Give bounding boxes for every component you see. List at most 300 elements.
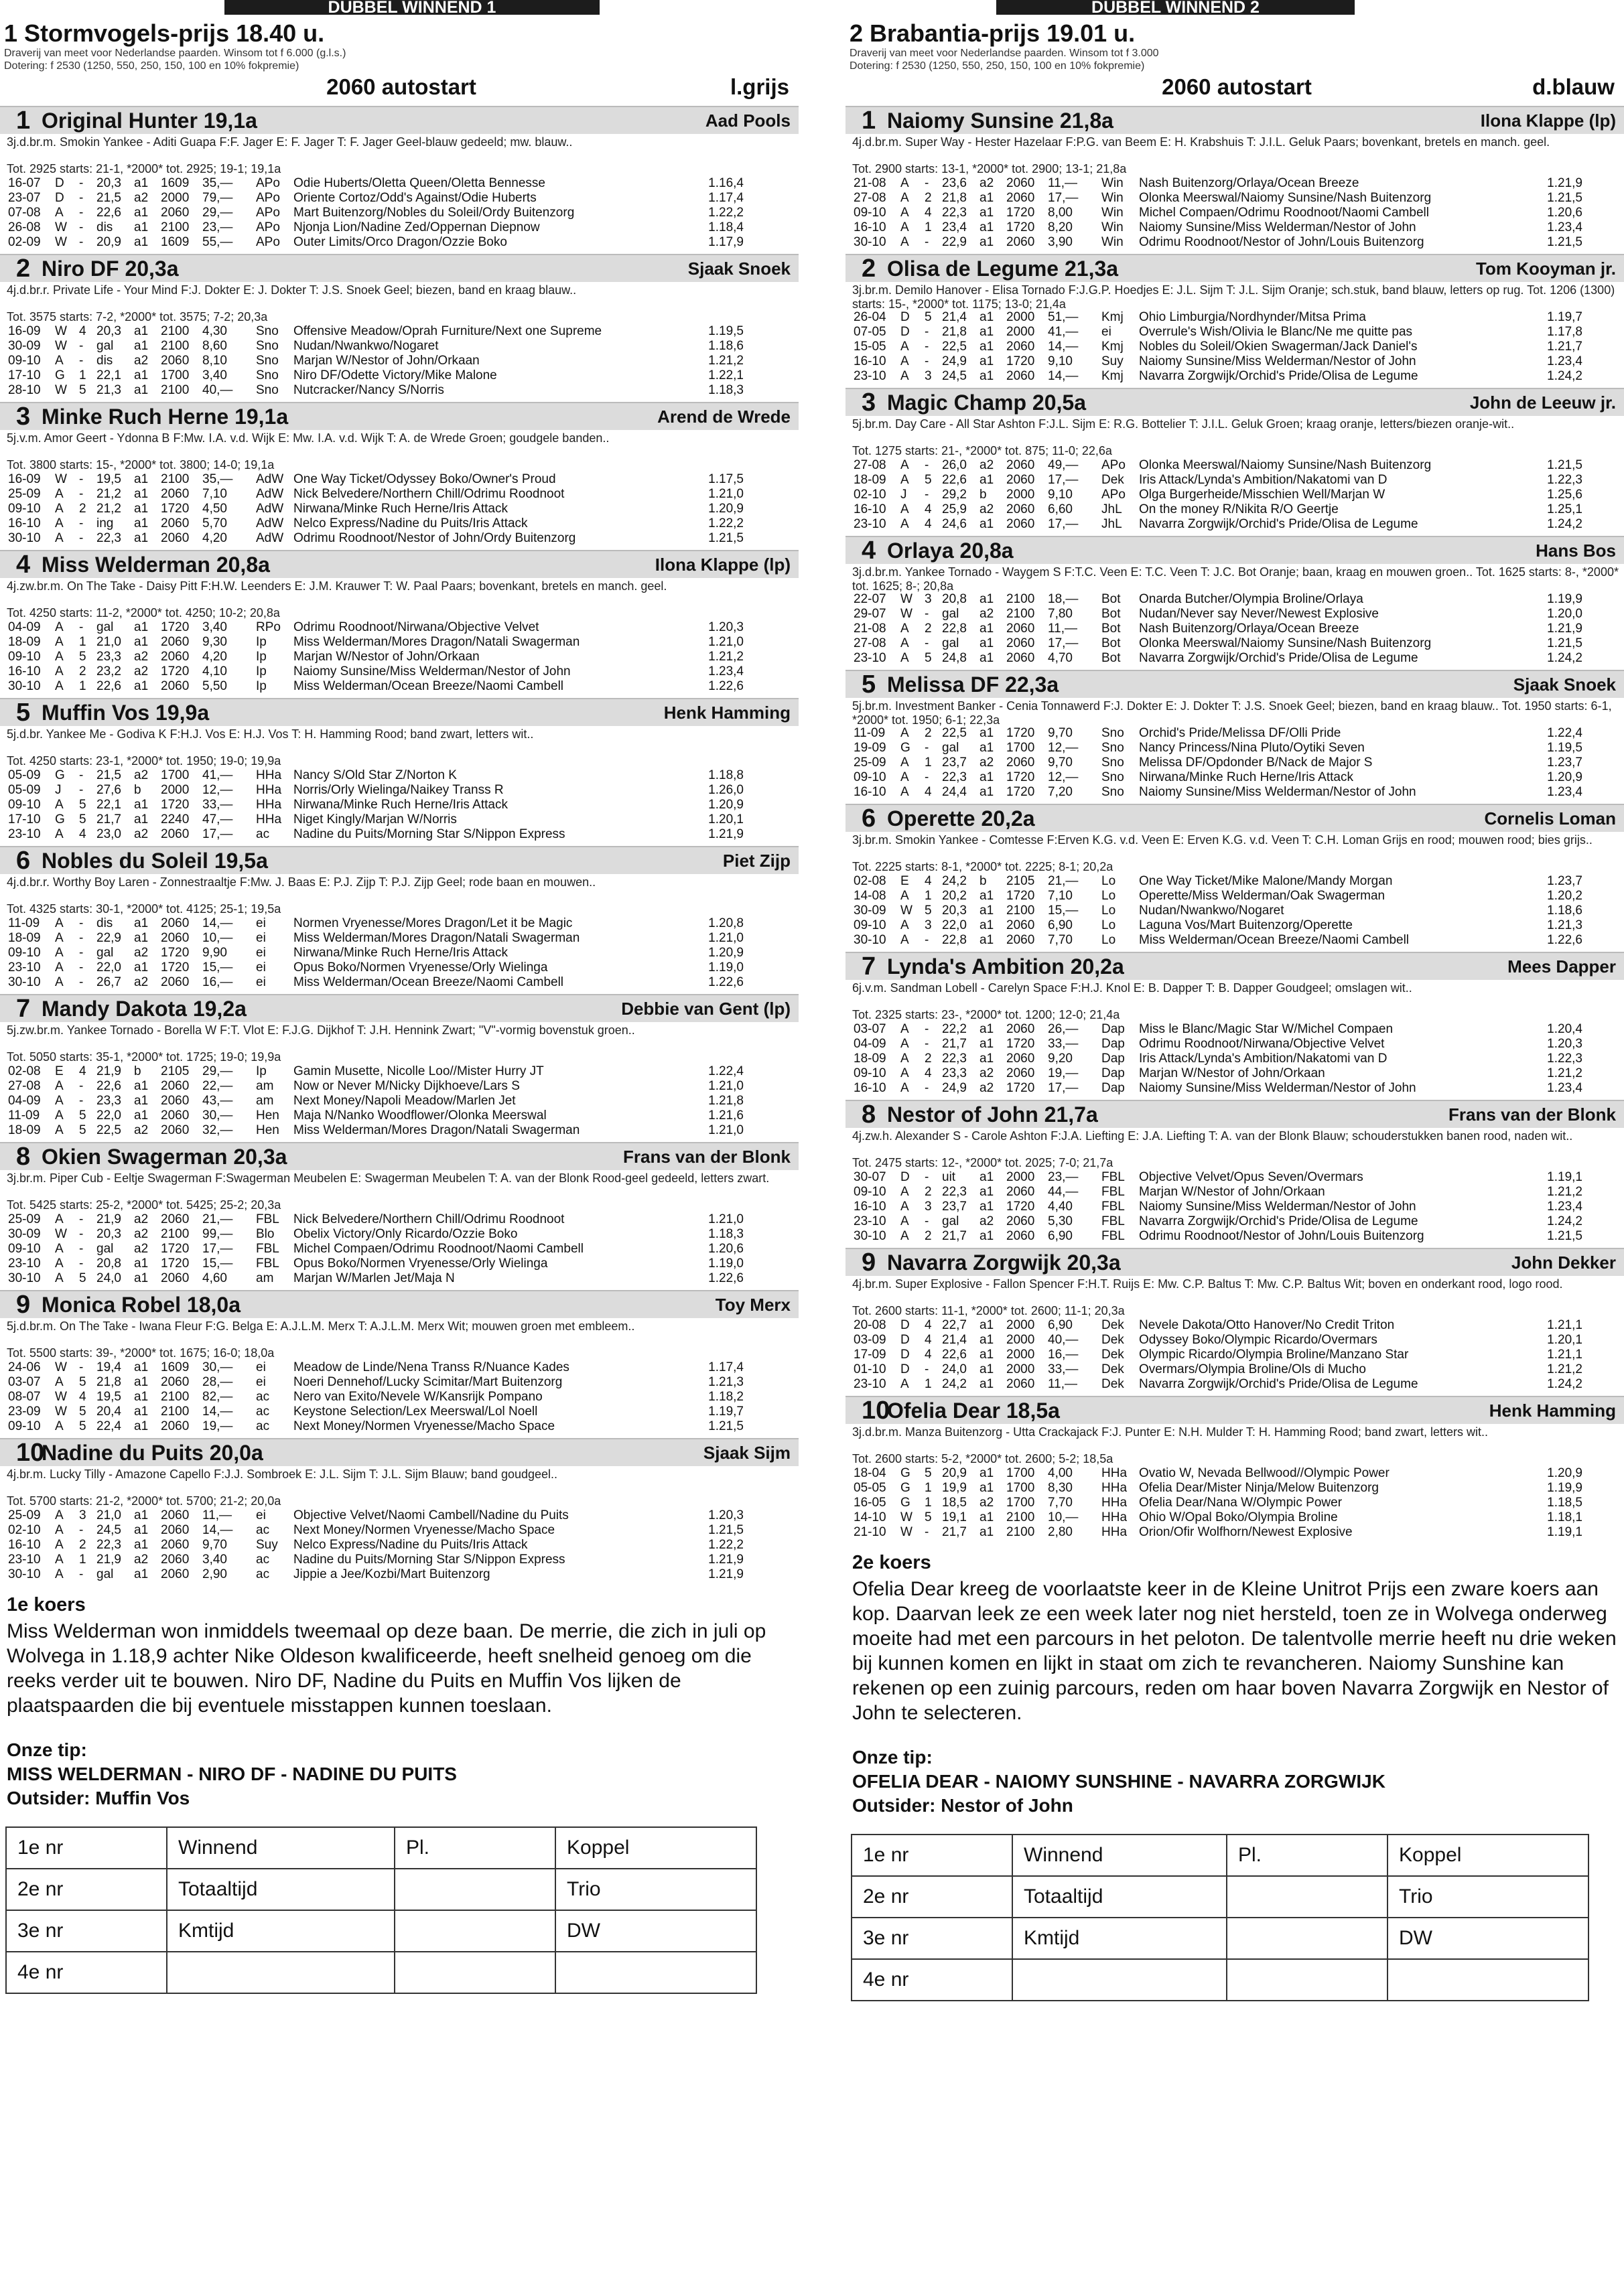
horse-pedigree: 3j.br.m. Piper Cub - Eeltje Swagerman F:Swagerman Meubelen E: Swagerman Meubelen T: A. van der Blonk Rood-geel gedeeld, letters zwart. (7, 1171, 770, 1185)
run-cell: 26-04 (854, 310, 886, 324)
grid-cell: Totaaltijd (1012, 1876, 1227, 1918)
run-cell: 16-10 (854, 785, 886, 799)
run-cell: - (925, 235, 929, 249)
run-cell: JhL (1101, 517, 1122, 531)
run-cell: 2060 (161, 1508, 190, 1522)
horse-totals: Tot. 1275 starts: 21-, *2000* tot. 875; 11-0; 22,6a (852, 444, 1112, 457)
run-cell: 1.20,0 (1547, 607, 1582, 621)
run-cell: A (55, 1523, 64, 1537)
run-cell: a1 (134, 1271, 149, 1285)
grid-cell: 1e nr (852, 1835, 1012, 1876)
run-cell: 2060 (1006, 636, 1035, 650)
recent-runs-table (851, 1466, 1585, 1540)
race-purse: Dotering: f 2530 (1250, 550, 250, 150, 100 en 10% fokpremie) (850, 60, 1145, 72)
run-cell: Odrimu Roodnoot/Nestor of John/Louis Buitenzorg (1139, 235, 1424, 249)
run-cell: 17,— (202, 827, 233, 841)
run-cell: a1 (979, 726, 994, 740)
run-cell: dis (96, 916, 113, 930)
run-cell: 23-10 (8, 960, 41, 975)
run-row (5, 516, 746, 531)
run-cell: 1720 (1006, 206, 1035, 220)
run-cell: 16-05 (854, 1496, 886, 1510)
run-cell: a1 (979, 235, 994, 249)
horse-header (845, 1396, 1624, 1424)
horse-entry (845, 804, 1624, 948)
run-cell: 23,0 (96, 827, 121, 841)
run-cell: - (79, 354, 84, 368)
run-cell: Nancy Princess/Nina Pluto/Oytiki Seven (1139, 741, 1365, 755)
run-cell: Oriente Cortoz/Odd's Against/Odie Huberts (293, 191, 537, 205)
run-cell: 30-10 (854, 933, 886, 947)
horse-entry (0, 1438, 799, 1582)
run-row (851, 502, 1585, 517)
run-row (851, 1229, 1585, 1244)
run-cell: a1 (979, 1348, 994, 1362)
run-cell: 22,3 (942, 770, 967, 784)
run-cell: 19,4 (96, 1360, 121, 1374)
run-cell: 16-10 (854, 502, 886, 516)
run-cell: Nutcracker/Nancy S/Norris (293, 383, 444, 397)
run-cell: RPo (256, 620, 281, 634)
run-cell: 21,0 (96, 635, 121, 649)
run-cell: a1 (134, 960, 149, 975)
run-cell: 2060 (161, 1419, 190, 1433)
run-cell: Outer Limits/Orco Dragon/Ozzie Boko (293, 235, 507, 249)
run-cell: 2060 (161, 516, 190, 530)
run-row (5, 354, 746, 368)
run-cell: Miss Welderman/Ocean Breeze/Naomi Cambell (1139, 933, 1410, 947)
run-cell: 23,7 (942, 1200, 967, 1214)
run-cell: G (900, 741, 910, 755)
horse-trainer: Frans van der Blonk (1448, 1104, 1616, 1125)
run-cell: 26,7 (96, 975, 121, 989)
run-row (5, 1123, 746, 1138)
horse-entry (0, 994, 799, 1138)
run-cell: 23,3 (96, 1094, 121, 1108)
run-cell: a2 (979, 176, 994, 190)
run-cell: 20,3 (96, 176, 121, 190)
run-cell: 1.23,4 (1547, 354, 1582, 368)
run-cell: 09-10 (854, 918, 886, 932)
run-cell: 24,5 (942, 369, 967, 383)
horse-header (845, 1100, 1624, 1128)
run-cell: 5 (925, 1510, 932, 1524)
run-cell: Miss le Blanc/Magic Star W/Michel Compaen (1139, 1022, 1394, 1036)
run-cell: a1 (134, 635, 149, 649)
horse-pedigree: 6j.v.m. Sandman Lobell - Carelyn Space F:H.J. Knol E: B. Dapper T: B. Dapper Goudgeel; omslagen wit.. (852, 981, 1412, 995)
run-cell: 2060 (161, 206, 190, 220)
run-cell: 1.21,2 (1547, 1185, 1582, 1199)
run-cell: 22,1 (96, 368, 121, 382)
run-cell: 20,9 (942, 1466, 967, 1480)
run-cell: 14,— (202, 1523, 233, 1537)
race-header (0, 15, 799, 102)
run-cell: 22,3 (942, 1185, 967, 1199)
run-cell: 20,8 (942, 592, 967, 606)
run-cell: 2 (925, 191, 932, 205)
run-cell: Naiomy Sunsine/Miss Welderman/Nestor of John (293, 664, 571, 678)
run-cell: 5 (925, 310, 932, 324)
run-cell: 1.23,4 (1547, 785, 1582, 799)
run-cell: 1 (925, 756, 932, 770)
run-cell: 22,0 (942, 918, 967, 932)
run-cell: - (79, 768, 84, 782)
run-cell: ei (256, 1508, 266, 1522)
run-cell: 1.22,2 (708, 1538, 744, 1552)
run-cell: ac (256, 1419, 270, 1433)
run-cell: Sno (1101, 741, 1124, 755)
run-cell: 2060 (161, 1523, 190, 1537)
run-cell: Nirwana/Minke Ruch Herne/Iris Attack (293, 798, 508, 812)
recent-runs-table (5, 472, 746, 546)
run-cell: 15,— (202, 1257, 233, 1271)
run-cell: 5 (79, 1419, 86, 1433)
run-cell: - (925, 933, 929, 947)
run-cell: 21,7 (96, 812, 121, 827)
race-start: 2060 autostart (326, 74, 476, 99)
run-cell: a1 (134, 472, 149, 486)
run-cell: 02-08 (854, 874, 886, 888)
run-row (851, 206, 1585, 220)
run-cell: 21,2 (96, 502, 121, 516)
run-cell: 22,0 (96, 1108, 121, 1123)
horse-header (845, 952, 1624, 980)
horse-entry (0, 254, 799, 398)
run-cell: 1.21,0 (708, 635, 744, 649)
run-cell: 2,90 (202, 1567, 227, 1581)
run-cell: 2060 (1006, 191, 1035, 205)
run-cell: 2060 (1006, 1066, 1035, 1080)
run-cell: 30-10 (8, 975, 41, 989)
run-cell: 4,10 (202, 664, 227, 678)
run-cell: Miss Welderman/Mores Dragon/Natali Swagerman (293, 1123, 580, 1137)
run-cell: Nash Buitenzorg/Orlaya/Ocean Breeze (1139, 622, 1359, 636)
run-cell: a1 (134, 368, 149, 382)
run-cell: 1.26,0 (708, 783, 744, 797)
horse-name: Nadine du Puits 20,0a (42, 1440, 263, 1465)
run-row (851, 517, 1585, 532)
run-cell: W (55, 472, 67, 486)
banner: DUBBEL WINNEND 2 (996, 0, 1355, 15)
horse-header (0, 846, 799, 874)
horse-trainer: Sjaak Sijm (703, 1442, 791, 1463)
run-row (851, 488, 1585, 502)
run-cell: uit (942, 1170, 956, 1184)
horse-trainer: John Dekker (1511, 1252, 1616, 1273)
horse-number: 3 (16, 402, 31, 431)
horse-pedigree: 4j.d.br.r. Private Life - Your Mind F:J. Dokter E: J. Dokter T: J.S. Snoek Geel; biezen, band en kraag blauw.. (7, 283, 577, 297)
run-cell: 2105 (1006, 874, 1035, 888)
run-cell: Ovatio W, Nevada Bellwood//Olympic Power (1139, 1466, 1390, 1480)
run-cell: 1609 (161, 1360, 190, 1374)
run-cell: Ohio W/Opal Boko/Olympia Broline (1139, 1510, 1338, 1524)
run-cell: Bot (1101, 607, 1121, 621)
run-cell: 2 (925, 1052, 932, 1066)
run-cell: 4 (925, 785, 932, 799)
run-cell: 17,— (1048, 517, 1079, 531)
run-cell: ei (256, 946, 266, 960)
run-cell: 23-10 (854, 1214, 886, 1228)
run-cell: 1.18,6 (1547, 904, 1582, 918)
run-cell: a1 (979, 889, 994, 903)
run-cell: 22,— (202, 1079, 233, 1093)
run-cell: 4 (79, 324, 86, 338)
run-cell: a1 (979, 1525, 994, 1539)
run-row (851, 651, 1585, 666)
run-cell: 2000 (1006, 488, 1035, 502)
horse-name: Niro DF 20,3a (42, 256, 179, 281)
run-cell: 2100 (1006, 592, 1035, 606)
run-cell: 1720 (1006, 220, 1035, 234)
run-cell: 21,3 (96, 383, 121, 397)
run-cell: 2060 (161, 1567, 190, 1581)
horse-entry (845, 254, 1624, 384)
grid-cell (395, 1869, 555, 1910)
run-cell: a1 (134, 324, 149, 338)
run-cell: 2060 (161, 354, 190, 368)
result-grid (851, 1834, 1589, 2001)
run-cell: 17-09 (854, 1348, 886, 1362)
run-cell: a2 (979, 607, 994, 621)
run-cell: 02-09 (8, 235, 41, 249)
run-cell: Navarra Zorgwijk/Orchid's Pride/Olisa de Legume (1139, 517, 1418, 531)
horse-entry (845, 670, 1624, 800)
run-cell: a1 (134, 1508, 149, 1522)
run-row (851, 220, 1585, 235)
run-cell: W (55, 1390, 67, 1404)
run-cell: a2 (979, 1496, 994, 1510)
run-cell: 14,— (1048, 340, 1079, 354)
run-cell: 23,3 (96, 650, 121, 664)
horse-entry (845, 536, 1624, 666)
run-cell: 4 (79, 827, 86, 841)
run-row (851, 325, 1585, 340)
run-cell: 1.21,6 (708, 1108, 744, 1123)
run-cell: - (79, 1360, 84, 1374)
run-cell: 1609 (161, 235, 190, 249)
run-cell: A (900, 517, 909, 531)
run-cell: a1 (134, 1538, 149, 1552)
run-cell: Odie Huberts/Oletta Queen/Oletta Bennesse (293, 176, 545, 190)
run-cell: 1.18,6 (708, 339, 744, 353)
run-cell: 11,— (1048, 176, 1078, 190)
run-cell: J (55, 783, 62, 797)
run-cell: Miss Welderman/Mores Dragon/Natali Swagerman (293, 635, 580, 649)
run-cell: FBL (1101, 1229, 1125, 1243)
run-cell: 4 (925, 517, 932, 531)
run-cell: 9,70 (1048, 756, 1073, 770)
run-cell: 22,4 (96, 1419, 121, 1433)
run-cell: Marjan W/Nestor of John/Orkaan (1139, 1185, 1325, 1199)
run-cell: - (925, 607, 929, 621)
run-cell: 2000 (1006, 310, 1035, 324)
run-cell: a1 (979, 1481, 994, 1495)
run-row (851, 1066, 1585, 1081)
horse-header (845, 254, 1624, 282)
run-cell: E (55, 1064, 64, 1078)
run-cell: D (900, 1170, 910, 1184)
run-cell: A (900, 1037, 909, 1051)
run-cell: 14,— (1048, 369, 1079, 383)
run-cell: A (55, 1212, 64, 1226)
run-cell: 9,70 (202, 1538, 227, 1552)
run-cell: - (925, 770, 929, 784)
run-cell: 19-09 (854, 741, 886, 755)
run-cell: 19,5 (96, 472, 121, 486)
run-cell: 1.21,1 (1547, 1348, 1582, 1362)
grid-cell: 4e nr (6, 1952, 167, 1993)
run-cell: 4,40 (1048, 1200, 1073, 1214)
run-cell: Olonka Meerswal/Naiomy Sunsine/Nash Buitenzorg (1139, 636, 1432, 650)
run-cell: 23-09 (8, 1405, 41, 1419)
run-cell: A (900, 756, 909, 770)
run-cell: Odrimu Roodnoot/Nirwana/Objective Velvet (293, 620, 539, 634)
run-cell: 1.17,5 (708, 472, 744, 486)
horse-name: Miss Welderman 20,8a (42, 552, 270, 577)
run-cell: 1700 (161, 368, 190, 382)
run-cell: Meadow de Linde/Nena Transs R/Nuance Kades (293, 1360, 569, 1374)
recent-runs-table (5, 1360, 746, 1434)
run-cell: 30-07 (854, 1170, 886, 1184)
run-cell: - (79, 472, 84, 486)
run-cell: - (925, 1037, 929, 1051)
horse-trainer: Toy Merx (715, 1294, 791, 1315)
run-cell: 23,4 (942, 220, 967, 234)
run-row (5, 1257, 746, 1271)
run-cell: ing (96, 516, 114, 530)
run-row (851, 458, 1585, 473)
run-cell: - (79, 220, 84, 234)
run-cell: - (79, 1079, 84, 1093)
run-row (851, 918, 1585, 933)
run-cell: 41,— (1048, 325, 1079, 339)
run-cell: Noeri Dennehof/Lucky Scimitar/Mart Buitenzorg (293, 1375, 563, 1389)
run-cell: 29,— (202, 1064, 233, 1078)
run-cell: 2100 (1006, 1510, 1035, 1524)
horse-number: 6 (16, 846, 31, 875)
run-row (5, 960, 746, 975)
run-cell: 2 (925, 622, 932, 636)
run-row (851, 1496, 1585, 1510)
run-cell: 6,90 (1048, 1318, 1073, 1332)
run-cell: 1.19,5 (708, 324, 744, 338)
horse-totals: Tot. 2475 starts: 12-, *2000* tot. 2025; 7-0; 21,7a (852, 1156, 1113, 1169)
run-cell: - (79, 1567, 84, 1581)
run-cell: 1.20,1 (708, 812, 744, 827)
run-cell: a2 (979, 502, 994, 516)
run-cell: 28,— (202, 1375, 233, 1389)
run-row (851, 1318, 1585, 1333)
run-cell: Navarra Zorgwijk/Orchid's Pride/Olisa de Legume (1139, 651, 1418, 665)
run-cell: a1 (979, 904, 994, 918)
run-cell: 21,4 (942, 1333, 967, 1347)
run-cell: dis (96, 220, 113, 234)
horse-entry (0, 1290, 799, 1434)
run-cell: a1 (979, 369, 994, 383)
run-cell: 20-08 (854, 1318, 886, 1332)
run-cell: Melissa DF/Opdonder B/Nack de Major S (1139, 756, 1373, 770)
run-cell: 1.19,0 (708, 960, 744, 975)
run-row (5, 502, 746, 516)
run-cell: 1.21,5 (708, 1419, 744, 1433)
run-cell: 24,5 (96, 1523, 121, 1537)
horse-header (0, 1290, 799, 1318)
run-cell: 20,8 (96, 1257, 121, 1271)
run-cell: 1.21,7 (1547, 340, 1582, 354)
run-cell: 22,6 (96, 679, 121, 693)
horse-entry (845, 1396, 1624, 1540)
run-cell: 1.20,4 (1547, 1022, 1582, 1036)
run-cell: A (900, 1185, 909, 1199)
run-cell: 23-10 (8, 827, 41, 841)
run-cell: gal (942, 636, 959, 650)
run-cell: a2 (134, 1227, 149, 1241)
run-cell: 16-10 (854, 1200, 886, 1214)
run-cell: Michel Compaen/Odrimu Roodnoot/Naomi Cambell (1139, 206, 1429, 220)
run-cell: 1.23,4 (1547, 1200, 1582, 1214)
run-cell: 21-08 (854, 622, 886, 636)
run-cell: Suy (256, 1538, 278, 1552)
run-cell: One Way Ticket/Mike Malone/Mandy Morgan (1139, 874, 1393, 888)
run-cell: 22,9 (96, 931, 121, 945)
horse-name: Muffin Vos 19,9a (42, 700, 210, 725)
run-cell: Sno (1101, 726, 1124, 740)
run-cell: 6,90 (1048, 1229, 1073, 1243)
run-cell: Hen (256, 1108, 279, 1123)
horse-totals: Tot. 2600 starts: 11-1, *2000* tot. 2600; 11-1; 20,3a (852, 1304, 1125, 1317)
run-cell: a1 (134, 383, 149, 397)
run-cell: Kmj (1101, 310, 1124, 324)
run-cell: HHa (256, 812, 282, 827)
horse-name: Lynda's Ambition 20,2a (887, 954, 1124, 979)
run-cell: - (79, 1523, 84, 1537)
run-cell: 2060 (161, 1079, 190, 1093)
run-cell: ac (256, 1405, 270, 1419)
analysis-heading: 1e koers (7, 1594, 86, 1616)
run-cell: a1 (134, 1390, 149, 1404)
run-cell: 27-08 (854, 458, 886, 472)
run-cell: 2060 (1006, 176, 1035, 190)
run-cell: Lo (1101, 918, 1116, 932)
horse-trainer: Tom Kooyman jr. (1476, 258, 1616, 279)
run-row (5, 235, 746, 250)
run-cell: Navarra Zorgwijk/Orchid's Pride/Olisa de Legume (1139, 1377, 1418, 1391)
run-cell: ei (256, 916, 266, 930)
run-cell: 2060 (1006, 651, 1035, 665)
horse-trainer: Cornelis Loman (1484, 808, 1616, 829)
run-cell: - (925, 354, 929, 368)
run-row (851, 1510, 1585, 1525)
run-cell: FBL (256, 1212, 279, 1226)
run-cell: 22,1 (96, 798, 121, 812)
run-cell: a1 (979, 918, 994, 932)
run-cell: 2060 (161, 487, 190, 501)
run-cell: 49,— (1048, 458, 1079, 472)
run-cell: Marjan W/Nestor of John/Orkaan (293, 650, 480, 664)
run-cell: 1.20,9 (1547, 1466, 1582, 1480)
run-cell: 1.22,6 (708, 975, 744, 989)
run-cell: Objective Velvet/Opus Seven/Overmars (1139, 1170, 1363, 1184)
horse-number: 2 (16, 254, 31, 283)
run-cell: 09-10 (8, 502, 41, 516)
run-cell: Nick Belvedere/Northern Chill/Odrimu Roodnoot (293, 487, 565, 501)
run-cell: A (55, 1079, 64, 1093)
run-cell: Sno (256, 368, 279, 382)
run-cell: Sno (256, 339, 279, 353)
analysis (845, 1551, 1624, 1725)
run-cell: 2000 (1006, 1362, 1035, 1376)
run-cell: 1.22,4 (1547, 726, 1582, 740)
